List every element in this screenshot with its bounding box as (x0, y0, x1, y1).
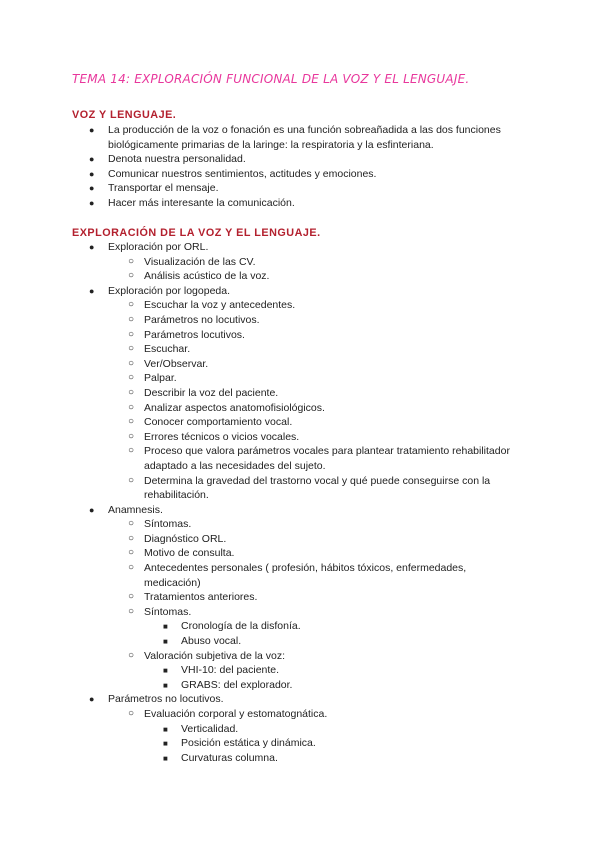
list-item-no-locutivos: ● Parámetros no locutivos. ○ Evaluación corporal y estomatognática. ■ Verticalidad. ■ Posición estática y dinámica. ■ Curvaturas columna. (0, 692, 600, 765)
bullet-circle-icon: ○ (128, 649, 135, 661)
bullet-dot-icon: ● (89, 197, 95, 208)
list-item: ● Denota nuestra personalidad. (89, 153, 246, 166)
bullet-dot-icon: ● (89, 183, 95, 194)
bullet-circle-icon: ○ (128, 328, 135, 340)
bullet-circle-icon: ○ (128, 343, 135, 355)
bullet-square-icon: ■ (163, 622, 168, 632)
list-item: ■ Cronología de la disfonía. (0, 619, 600, 634)
list-item: ■ Curvaturas columna. (0, 751, 600, 766)
section-exploracion (0, 240, 600, 765)
document-title: TEMA 14: EXPLORACIÓN FUNCIONAL DE LA VOZ Y EL LENGUAJE. (72, 72, 470, 86)
bullet-dot-icon: ● (89, 285, 95, 296)
bullet-square-icon: ■ (163, 753, 168, 763)
list-item: ○ Determina la gravedad del trastorno vocal y qué puede conseguirse con la rehabilitación. (128, 474, 491, 502)
bullet-circle-icon: ○ (128, 474, 135, 486)
list-item-sintomas: ○ Síntomas. ■ Cronología de la disfonía. ■ Abuso vocal. (0, 605, 600, 649)
bullet-circle-icon: ○ (128, 605, 135, 617)
list-item-anamnesis: ● Anamnesis. ○ Síntomas. ○ Diagnóstico ORL. ○ Motivo de consulta. ○ Antecedentes personales ( profesión, hábitos tóxicos, enfermedades, medicación) ○ Tratamientos anteriores. ○ Síntomas. ■ Cronología de la disfonía. ■ Abuso vocal. ○ Valoración subjetiva de la voz: ■ VHI-10: del paciente. ■ GRABS: del explorador. (0, 503, 600, 693)
list-item: ○ Tratamientos anteriores. (128, 591, 258, 604)
list-item: ■ VHI-10: del paciente. (0, 663, 600, 678)
list-item-orl: ● Exploración por ORL. ○ Visualización de las CV. ○ Análisis acústico de la voz. (0, 240, 600, 284)
list-item-valoracion: ○ Valoración subjetiva de la voz: ■ VHI-10: del paciente. ■ GRABS: del explorador. (0, 649, 600, 693)
bullet-circle-icon: ○ (128, 386, 135, 398)
bullet-circle-icon: ○ (128, 372, 135, 384)
bullet-square-icon: ■ (163, 666, 168, 676)
bullet-circle-icon: ○ (128, 313, 135, 325)
bullet-square-icon: ■ (163, 680, 168, 690)
bullet-circle-icon: ○ (128, 430, 135, 442)
list-item: ○ Escuchar. (128, 343, 191, 356)
bullet-circle-icon: ○ (128, 591, 135, 603)
bullet-dot-icon: ● (89, 242, 95, 252)
bullet-circle-icon: ○ (128, 270, 135, 282)
list-item: ● Transportar el mensaje. (89, 182, 219, 195)
section-heading-voz-lenguaje: VOZ Y LENGUAJE. (72, 109, 177, 121)
bullet-square-icon: ■ (163, 637, 168, 647)
list-item: ● La producción de la voz o fonación es una función sobreañadida a las dos funciones biológicamente primarias de la laringe: la respiratoria y la esfinteriana. (89, 124, 501, 151)
bullet-square-icon: ■ (163, 724, 168, 734)
list-item: ■ Verticalidad. (0, 722, 600, 737)
list-item-evaluacion: ○ Evaluación corporal y estomatognática. ■ Verticalidad. ■ Posición estática y dinámica. ■ Curvaturas columna. (0, 707, 600, 765)
bullet-circle-icon: ○ (128, 357, 135, 369)
bullet-dot-icon: ● (89, 168, 95, 179)
list-item: ○ Parámetros locutivos. (128, 328, 245, 341)
bullet-square-icon: ■ (163, 739, 168, 749)
list-item: ○ Proceso que valora parámetros vocales para plantear tratamiento rehabilitador adaptado a las necesidades del sujeto. (128, 445, 510, 472)
bullet-dot-icon: ● (89, 125, 95, 135)
list-item: ■ Abuso vocal. (0, 634, 600, 649)
list-item: ○ Describir la voz del paciente. (128, 386, 279, 399)
list-item: ○ Antecedentes personales ( profesión, hábitos tóxicos, enfermedades, medicación) (128, 562, 467, 589)
list-item: ○ Errores técnicos o vicios vocales. (128, 430, 300, 443)
list-item: ○ Síntomas. (128, 518, 192, 531)
list-item: ○ Analizar aspectos anatomofisiológicos. (128, 401, 325, 414)
bullet-circle-icon: ○ (128, 299, 135, 311)
list-item-logopeda: ● Exploración por logopeda. ○ Escuchar la voz y antecedentes. ○ Parámetros no locutivos. ○ Parámetros locutivos. ○ Escuchar. ○ Ver/Observar. ○ Palpar. ○ Describir la voz del paciente. ○ Analizar aspectos anatomofisiológicos. ○ Conocer comportamiento vocal. ○ Errores técnicos o vicios vocales. ○ Proceso que valora parámetros vocales para plantear tratamiento rehabilitador adaptado a las necesidades del sujeto. ○ Determina la gravedad del trastorno vocal y qué puede conseguirse con la rehabilitación. (0, 284, 600, 503)
list-item: ○ Escuchar la voz y antecedentes. (128, 299, 296, 312)
bullet-circle-icon: ○ (128, 445, 135, 457)
bullet-dot-icon: ● (89, 504, 95, 515)
bullet-dot-icon: ● (89, 154, 95, 165)
bullet-circle-icon: ○ (128, 532, 135, 544)
bullet-dot-icon: ● (89, 694, 95, 705)
list-item: ○ Análisis acústico de la voz. (128, 270, 270, 283)
list-item: ○ Ver/Observar. (128, 357, 209, 370)
list-item: ○ Parámetros no locutivos. (128, 313, 260, 326)
section-heading-exploracion: EXPLORACIÓN DE LA VOZ Y EL LENGUAJE. (72, 227, 321, 239)
list-item: ○ Motivo de consulta. (128, 547, 235, 560)
list-item: ● Hacer más interesante la comunicación. (89, 196, 295, 209)
list-item: ■ Posición estática y dinámica. (0, 736, 600, 751)
bullet-circle-icon: ○ (128, 708, 135, 719)
list-item: ○ Diagnóstico ORL. (128, 532, 227, 545)
list-item: ○ Palpar. (128, 372, 177, 385)
list-item: ○ Visualización de las CV. (128, 255, 256, 268)
section-voz-lenguaje (0, 123, 600, 211)
bullet-circle-icon: ○ (128, 255, 135, 267)
bullet-circle-icon: ○ (128, 401, 135, 413)
bullet-circle-icon: ○ (128, 416, 135, 428)
list-item: ● Comunicar nuestros sentimientos, actitudes y emociones. (89, 167, 377, 180)
bullet-circle-icon: ○ (128, 562, 135, 574)
list-item: ○ Conocer comportamiento vocal. (128, 416, 293, 429)
bullet-circle-icon: ○ (128, 518, 135, 530)
list-item: ■ GRABS: del explorador. (0, 678, 600, 693)
bullet-circle-icon: ○ (128, 547, 135, 559)
